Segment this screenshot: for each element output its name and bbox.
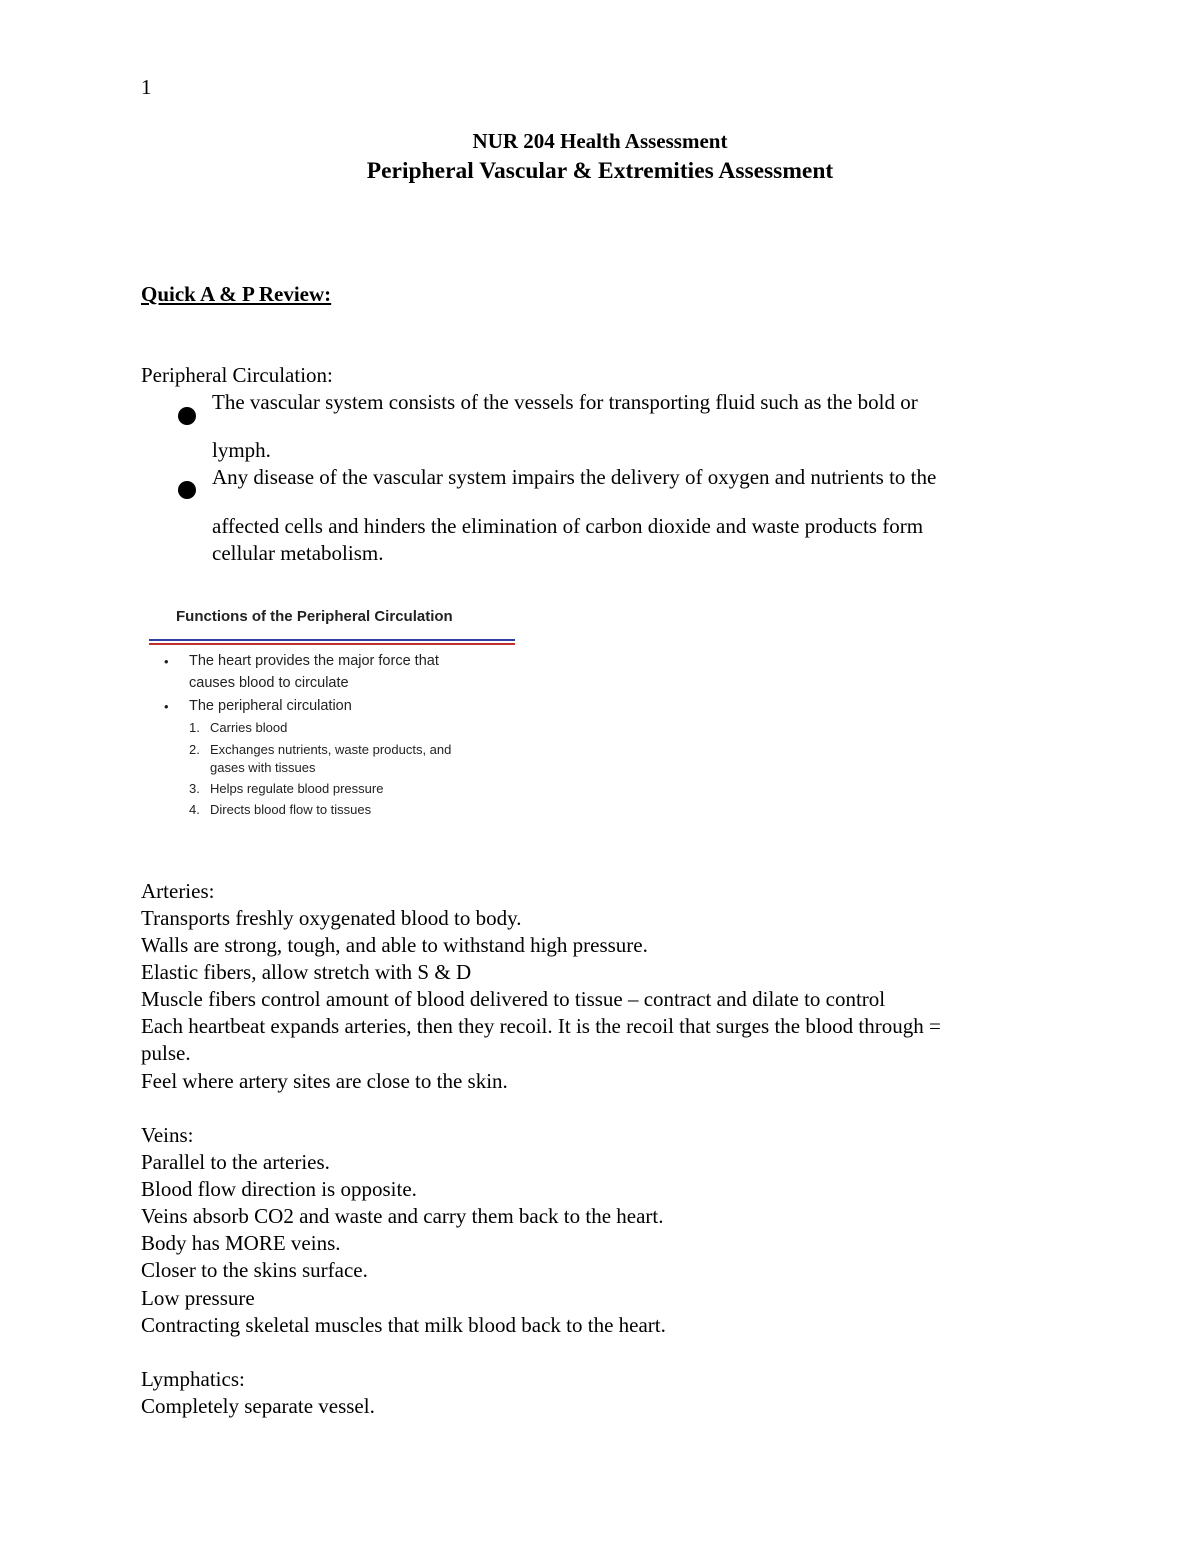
figure-item-text: Carries blood bbox=[210, 720, 288, 735]
veins-line: Closer to the skins surface. bbox=[141, 1258, 368, 1282]
figure-rule-blue bbox=[149, 639, 515, 641]
figure-bullet-icon: • bbox=[164, 654, 169, 669]
arteries-line: Feel where artery sites are close to the skin. bbox=[141, 1069, 508, 1093]
peripheral-circulation-heading: Peripheral Circulation: bbox=[141, 363, 333, 387]
figure-rule-red bbox=[149, 643, 515, 645]
figure-item-number: 2. bbox=[189, 742, 200, 757]
arteries-line: pulse. bbox=[141, 1041, 191, 1065]
peripheral-bullet-2-line-3: cellular metabolism. bbox=[212, 541, 384, 565]
veins-heading: Veins: bbox=[141, 1123, 194, 1147]
arteries-line: Muscle fibers control amount of blood delivered to tissue – contract and dilate to control bbox=[141, 987, 886, 1011]
peripheral-bullet-1-line-2: lymph. bbox=[212, 438, 271, 462]
figure-item-text: Helps regulate blood pressure bbox=[210, 781, 384, 796]
veins-line: Blood flow direction is opposite. bbox=[141, 1177, 417, 1201]
page-number: 1 bbox=[141, 75, 152, 99]
figure-item-number: 1. bbox=[189, 720, 200, 735]
bullet-dot-icon bbox=[178, 407, 196, 425]
veins-line: Parallel to the arteries. bbox=[141, 1150, 330, 1174]
figure-item-text: Exchanges nutrients, waste products, and bbox=[210, 742, 452, 757]
figure-bullet-icon: • bbox=[164, 699, 169, 714]
figure-bullet-a-line-2: causes blood to circulate bbox=[189, 675, 349, 691]
figure-title: Functions of the Peripheral Circulation bbox=[176, 608, 453, 625]
peripheral-bullet-2-line-2: affected cells and hinders the elimination of carbon dioxide and waste products form bbox=[212, 514, 924, 538]
figure-item-number: 4. bbox=[189, 802, 200, 817]
veins-line: Veins absorb CO2 and waste and carry them back to the heart. bbox=[141, 1204, 664, 1228]
figure-bullet-b: The peripheral circulation bbox=[189, 698, 352, 714]
lymphatics-line: Completely separate vessel. bbox=[141, 1394, 375, 1418]
figure-item-text-continued: gases with tissues bbox=[210, 760, 316, 775]
figure-item-text: Directs blood flow to tissues bbox=[210, 802, 372, 817]
arteries-line: Walls are strong, tough, and able to withstand high pressure. bbox=[141, 933, 648, 957]
bullet-dot-icon bbox=[178, 481, 196, 499]
veins-line: Contracting skeletal muscles that milk blood back to the heart. bbox=[141, 1313, 666, 1337]
figure-bullet-a-line-1: The heart provides the major force that bbox=[189, 653, 439, 669]
arteries-line: Elastic fibers, allow stretch with S & D bbox=[141, 960, 472, 984]
figure-item-number: 3. bbox=[189, 781, 200, 796]
section-heading-ap-review: Quick A & P Review: bbox=[141, 282, 332, 306]
document-title: Peripheral Vascular & Extremities Assessment bbox=[366, 158, 834, 184]
peripheral-bullet-1-line-1: The vascular system consists of the vessels for transporting fluid such as the bold or bbox=[212, 390, 918, 414]
arteries-line: Transports freshly oxygenated blood to body. bbox=[141, 906, 522, 930]
arteries-heading: Arteries: bbox=[141, 879, 215, 903]
arteries-line: Each heartbeat expands arteries, then they recoil. It is the recoil that surges the blood through = bbox=[141, 1014, 941, 1038]
functions-figure bbox=[145, 602, 520, 827]
veins-line: Body has MORE veins. bbox=[141, 1231, 341, 1255]
veins-line: Low pressure bbox=[141, 1286, 255, 1310]
course-title: NUR 204 Health Assessment bbox=[472, 129, 728, 153]
peripheral-bullet-2-line-1: Any disease of the vascular system impairs the delivery of oxygen and nutrients to the bbox=[212, 465, 937, 489]
lymphatics-heading: Lymphatics: bbox=[141, 1367, 245, 1391]
